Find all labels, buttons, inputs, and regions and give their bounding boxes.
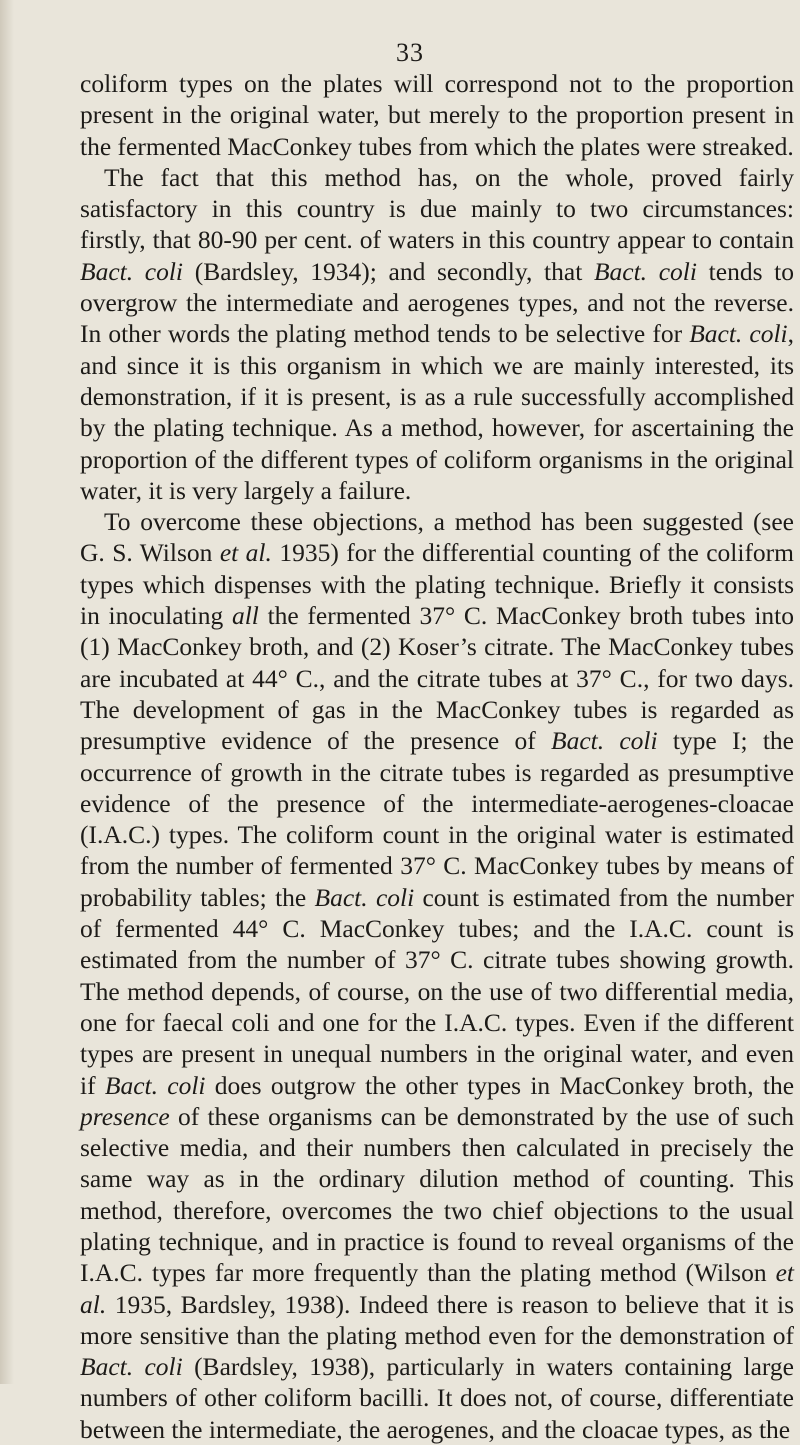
text-run: (Bardsley, 1934); and secondly, that [183, 256, 594, 286]
italic-run: et al. [219, 538, 272, 568]
text-run: does outgrow the other types in MacConkey broth, the [205, 1070, 795, 1100]
italic-run: Bact. coli [80, 1352, 183, 1382]
italic-run: Bact. coli [314, 882, 415, 912]
body-text [80, 68, 794, 1445]
text-run: To overcome these objections, a method has been suggested (see G. S. Wilson [80, 507, 794, 568]
text-run: count is estimated from the number of fermented 44° C. MacConkey tubes; and the I.A.C. count is estimated from the number of 37° C. citrate tubes showing growth. The method depends, of course, on the use of two differential media, one for faecal coli and one for the I.A.C. types. Even if the different types are present in unequal numbers in the original water, and even if [80, 882, 794, 1100]
italic-run: Bact. coli [689, 319, 788, 349]
text-run: type I; the occurrence of growth in the citrate tubes is regarded as presumptive evidence of the presence of the intermediate-aerogenes-cloacae (I.A.C.) types. The coliform count in the original water is estimated from the number of fermented 37° C. MacConkey tubes by means of probability tables; the [80, 726, 794, 912]
text-run: 1935) for the differential counting of the coliform types which dispenses with the plating technique. Briefly it consists in inoculating [80, 538, 795, 631]
text-run: 1935, Bardsley, 1938). Indeed there is reason to believe that it is more sensitive than the plating method even for the demonstration of [80, 1289, 794, 1350]
text-run: the fermented 37° C. MacConkey broth tubes into (1) MacConkey broth, and (2) Koser’s citrate. The MacConkey tubes are incubated at 44° C., and the citrate tubes at 37° C., for two days. The development of gas in the MacConkey tubes is regarded as presumptive evidence of the presence of [80, 601, 794, 756]
text-run: of these organisms can be demonstrated by the use of such selective media, and their numbers then calculated in precisely the same way as in the ordinary dilution method of counting. This method, therefore, overcomes the two chief objections to the usual plating technique, and in practice is found to reveal organisms of the I.A.C. types far more frequently than the plating method (Wilson [80, 1101, 794, 1288]
italic-run: Bact. coli [551, 726, 658, 756]
page-number: 33 [396, 38, 424, 67]
paragraph [80, 162, 794, 506]
italic-run: Bact. coli [593, 256, 697, 286]
paragraph [80, 506, 794, 1445]
text-run: The fact that this method has, on the whole, proved fairly satisfactory in this country is due mainly to two circumstances: firstly, that 80-90 per cent. of waters in this country appear to contain [80, 162, 794, 255]
italic-run: all [231, 601, 259, 631]
text-run: , and since it is this organism in which we are mainly interested, its demonstration, if it is present, is as a rule successfully accomplished by the plating technique. As a method, however, for ascertaining the proportion of the different types of coliform organisms in the original water, it is very largely a failure. [80, 319, 795, 505]
italic-run: Bact. coli [104, 1070, 206, 1100]
italic-run: presence [80, 1101, 170, 1131]
italic-run: Bact. coli [80, 256, 184, 286]
text-run: tends to overgrow the intermediate and aerogenes types, and not the reverse. In other words the plating method tends to be selective for [80, 256, 795, 349]
text-run: (Bardsley, 1938), particularly in waters containing large numbers of other coliform bacilli. It does not, of course, differentiate between the intermediate, the aerogenes, and the cloacae types, as the [80, 1352, 794, 1444]
paragraph [80, 68, 794, 162]
page-edge-shadow [0, 0, 14, 1384]
italic-run: et al. [80, 1258, 794, 1319]
text-run: coliform types on the plates will correspond not to the proportion present in the original water, but merely to the proportion present in the fermented MacConkey tubes from which the plates were streaked. [80, 69, 794, 161]
